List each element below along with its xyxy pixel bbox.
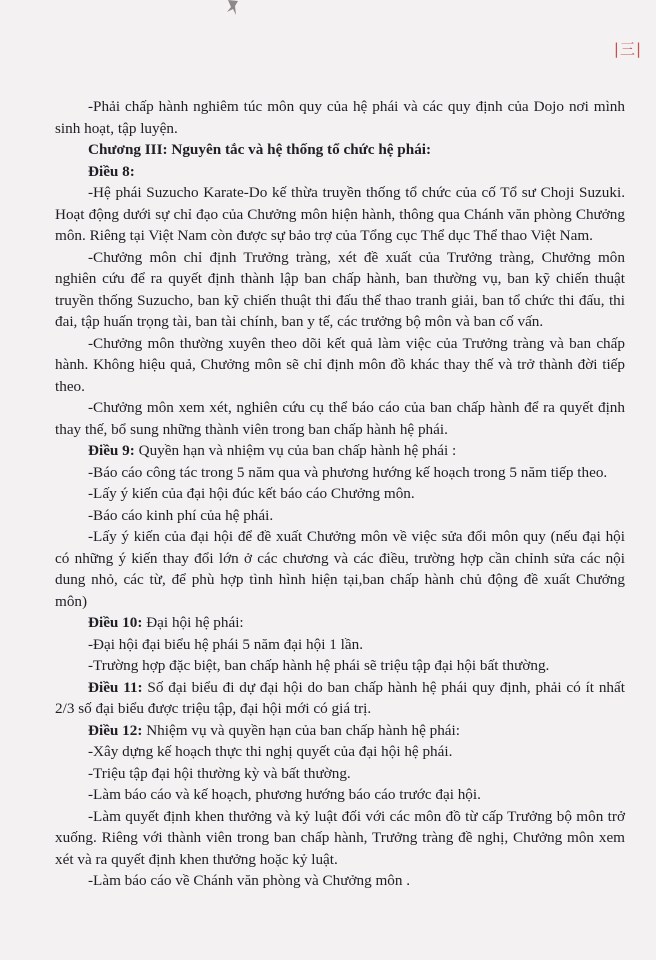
- paragraph: -Triệu tập đại hội thường kỳ và bất thường.: [88, 764, 351, 782]
- paragraph: -Chưởng môn thường xuyên theo dõi kết quả làm việc của Trưởng tràng và ban chấp hành. Không hiệu quả, Chưởng môn sẽ chỉ định môn đồ khác thay thế và trở thành đời tiếp theo.: [55, 334, 625, 395]
- paragraph: -Chưởng môn chỉ định Trưởng tràng, xét đề xuất của Trưởng tràng, Chưởng môn nghiên cứu để ra quyết định thành lập ban chấp hành, ban thường vụ, ban kỹ chiến thuật truyền thống Suzucho, ban kỹ chiến thuật thi đấu thể thao tranh giải, ban tổ chức thi đấu, thi đai, tập huấn trọng tài, ban tài chính, ban y tế, các trưởng bộ môn và ban cố vấn.: [55, 248, 625, 330]
- paragraph: -Xây dựng kế hoạch thực thi nghị quyết của đại hội hệ phái.: [88, 743, 453, 760]
- paragraph: -Báo cáo kinh phí của hệ phái.: [88, 506, 274, 524]
- chapter-heading: Chương III: Nguyên tắc và hệ thống tổ chức hệ phái:: [88, 141, 432, 158]
- article-12-text: Nhiệm vụ và quyền hạn của ban chấp hành hệ phái:: [142, 721, 460, 739]
- paragraph: -Lấy ý kiến của đại hội đúc kết báo cáo Chưởng môn.: [88, 485, 415, 502]
- paragraph: -Lấy ý kiến của đại hội để đề xuất Chưởng môn về việc sửa đổi môn quy (nếu đại hội có những ý kiến thay đổi lớn ở các chương và các điều, trường hợp cần chỉnh sửa các nội dung nhỏ, các từ, để phù hợp tình hình hiện tại,ban chấp hành chủ động đề xuất Chưởng môn): [55, 528, 625, 610]
- article-10-label: Điều 10:: [88, 614, 143, 631]
- article-11: [55, 677, 625, 720]
- paragraph: -Báo cáo công tác trong 5 năm qua và phương hướng kế hoạch trong 5 năm tiếp theo.: [88, 463, 608, 481]
- scan-artifact-mark: [222, 0, 242, 16]
- article-11-text: Số đại biểu đi dự đại hội do ban chấp hành hệ phái quy định, phải có ít nhất 2/3 số đại biểu được triệu tập, đại hội mới có giá trị.: [55, 678, 625, 717]
- article-10-text: Đại hội hệ phái:: [142, 614, 244, 631]
- article-11-label: Điều 11:: [88, 678, 143, 696]
- article-9-text: Quyền hạn và nhiệm vụ của ban chấp hành hệ phái :: [134, 442, 457, 459]
- article-9-label: Điều 9:: [88, 442, 135, 459]
- paragraph: -Đại hội đại biểu hệ phái 5 năm đại hội 1 lần.: [88, 635, 363, 653]
- paragraph: -Làm báo cáo và kế hoạch, phương hướng báo cáo trước đại hội.: [88, 786, 481, 803]
- paragraph: -Làm quyết định khen thưởng và kỷ luật đối với các môn đồ từ cấp Trưởng bộ môn trở xuống. Riêng với thành viên trong ban chấp hành, Trưởng tràng đề nghị, Chưởng môn xem xét và ra quyết định khen thưởng hoặc kỷ luật.: [55, 807, 625, 868]
- page-stamp: |三|: [613, 40, 642, 58]
- article-10: [55, 612, 625, 634]
- document-body: [55, 96, 625, 892]
- article-12-label: Điều 12:: [88, 721, 143, 739]
- paragraph: -Phải chấp hành nghiêm túc môn quy của hệ phái và các quy định của Dojo nơi mình sinh hoạt, tập luyện.: [55, 98, 625, 137]
- paragraph: -Chưởng môn xem xét, nghiên cứu cụ thể báo cáo của ban chấp hành để ra quyết định thay thế, bổ sung những thành viên trong ban chấp hành hệ phái.: [55, 399, 625, 438]
- article-9: [55, 440, 625, 462]
- paragraph: -Trường hợp đặc biệt, ban chấp hành hệ phái sẽ triệu tập đại hội bất thường.: [88, 657, 550, 674]
- article-8-heading: Điều 8:: [88, 162, 135, 180]
- article-12: [55, 720, 625, 742]
- paragraph: -Làm báo cáo về Chánh văn phòng và Chưởng môn .: [88, 872, 411, 889]
- paragraph: -Hệ phái Suzucho Karate-Do kế thừa truyền thống tổ chức của cố Tổ sư Choji Suzuki. Hoạt động dưới sự chỉ đạo của Chưởng môn hiện hành, thông qua Chánh văn phòng Chưởng môn. Riêng tại Việt Nam còn được sự bảo trợ của Tổng cục Thể dục Thể thao Việt Nam.: [55, 184, 625, 244]
